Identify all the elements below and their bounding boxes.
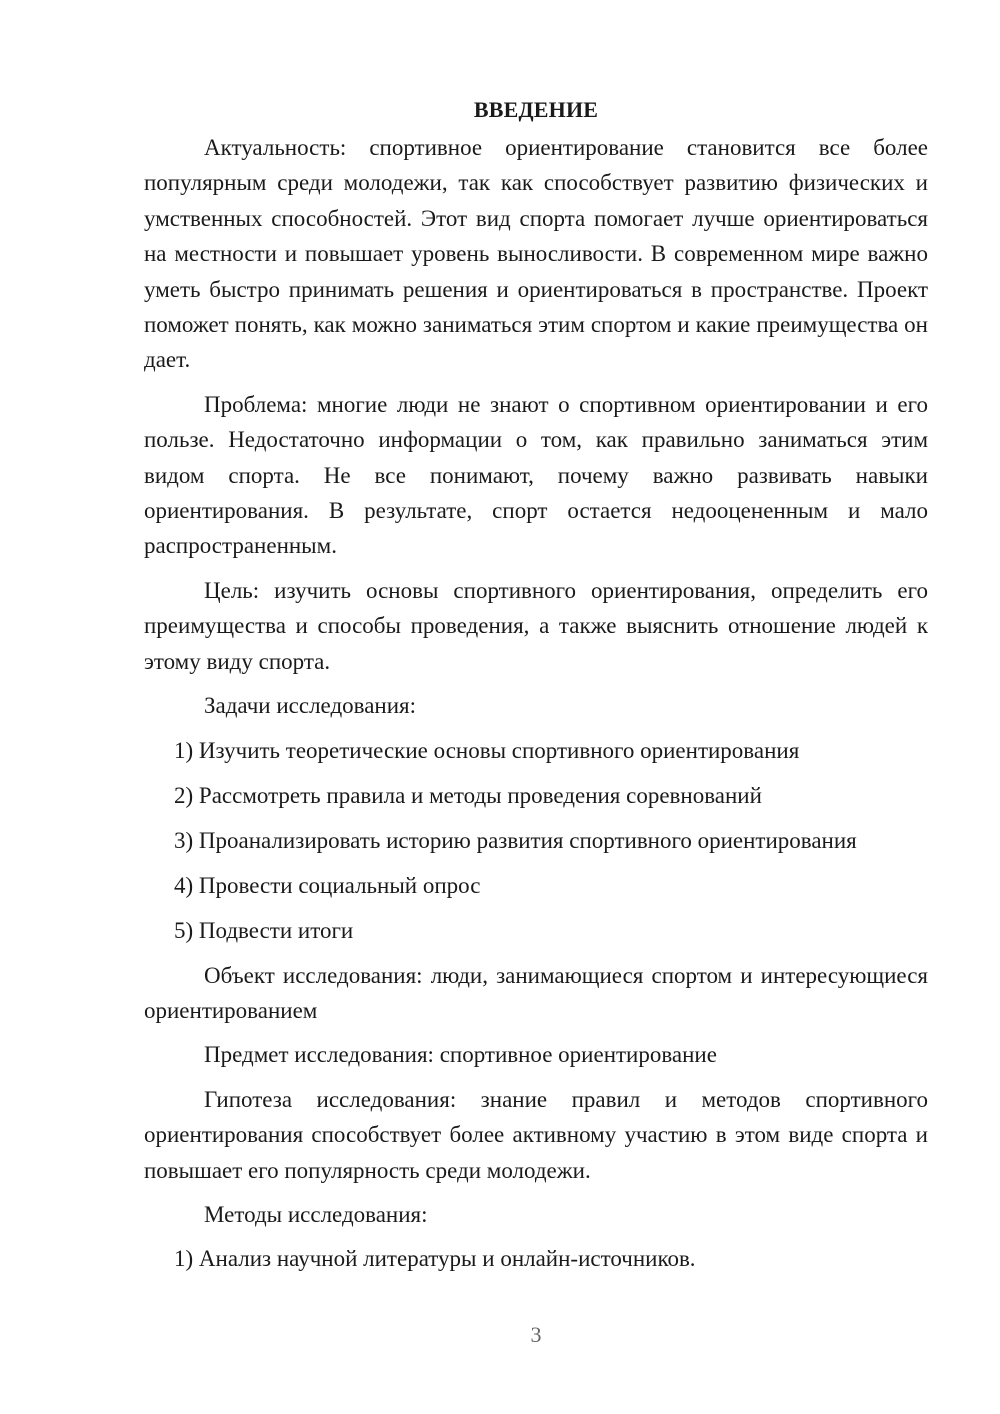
list-item: 5) Подвести итоги [174, 917, 354, 943]
tasks-list [144, 733, 928, 948]
methods-list [144, 1241, 928, 1276]
subject-paragraph: Предмет исследования: спортивное ориентирование [204, 1042, 717, 1068]
list-item: 3) Проанализировать историю развития спортивного ориентирования [174, 827, 857, 853]
goal-paragraph: Цель: изучить основы спортивного ориентирования, определить его преимущества и способы проведения, а также выяснить отношение людей к этому виду спорта. [144, 577, 928, 674]
hypothesis-paragraph: Гипотеза исследования: знание правил и методов спортивного ориентирования способствует более активному участию в этом виде спорта и повышает его популярность среди молодежи. [144, 1086, 928, 1183]
list-item: 4) Провести социальный опрос [174, 872, 481, 898]
methods-label: Методы исследования: [204, 1201, 428, 1227]
page-content [144, 92, 928, 1286]
relevance-paragraph: Актуальность: спортивное ориентирование становится все более популярным среди молодежи, так как способствует развитию физических и умственных способностей. Этот вид спорта помогает лучше ориентироваться на местности и повышает уровень выносливости. В современном мире важно уметь быстро принимать решения и ориентироваться в пространстве. Проект поможет понять, как можно заниматься этим спортом и какие преимущества он дает. [144, 135, 928, 373]
list-item: 1) Изучить теоретические основы спортивного ориентирования [174, 737, 800, 763]
list-item: 1) Анализ научной литературы и онлайн-источников. [174, 1246, 696, 1272]
tasks-label: Задачи исследования: [204, 693, 417, 719]
object-paragraph: Объект исследования: люди, занимающиеся спортом и интересующиеся ориентированием [144, 962, 928, 1023]
list-item: 2) Рассмотреть правила и методы проведения соревнований [174, 782, 762, 808]
section-heading: ВВЕДЕНИЕ [473, 97, 599, 122]
page-number: 3 [530, 1322, 542, 1347]
problem-paragraph: Проблема: многие люди не знают о спортивном ориентировании и его пользе. Недостаточно информации о том, как правильно заниматься этим видом спорта. Не все понимают, почему важно развивать навыки ориентирования. В результате, спорт остается недооцененным и мало распространенным. [144, 391, 928, 559]
